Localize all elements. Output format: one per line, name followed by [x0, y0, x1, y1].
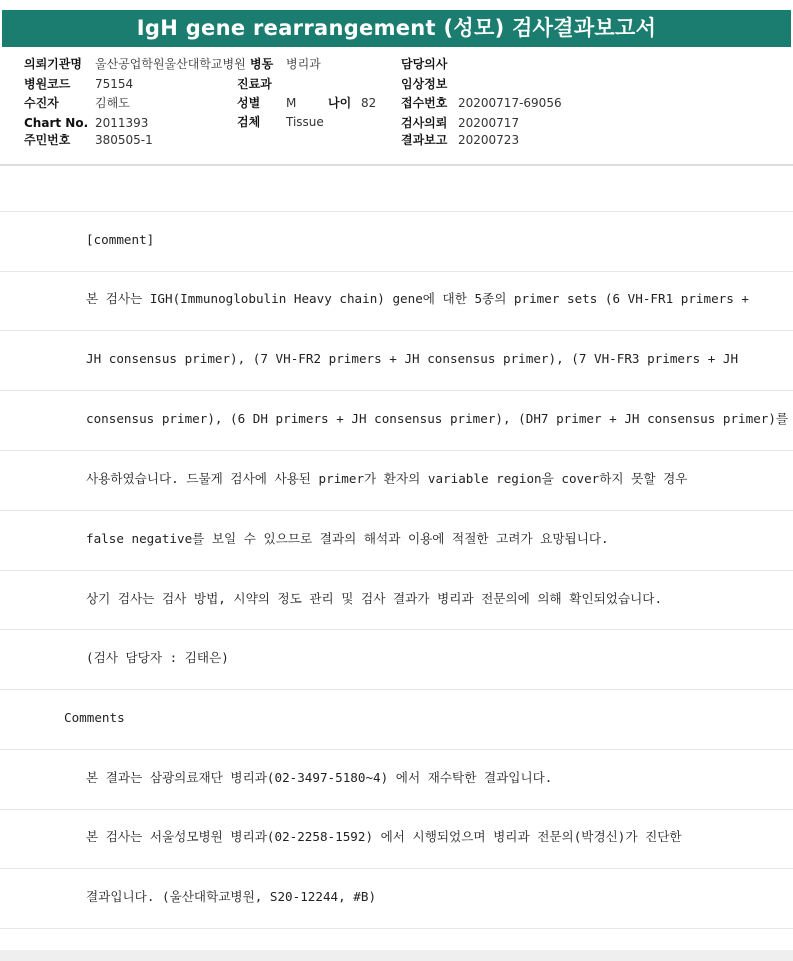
report-text-line: 사용하였습니다. 드물게 검사에 사용된 primer가 환자의 variable region을 cover하지 못할 경우	[86, 471, 688, 486]
info-divider	[0, 164, 793, 166]
report-title: IgH gene rearrangement (성모) 검사결과보고서	[2, 10, 791, 47]
row-divider	[0, 570, 793, 571]
patient-label: 수진자	[24, 96, 59, 110]
report-text-line: 본 검사는 IGH(Immunoglobulin Heavy chain) gene에 대한 5종의 primer sets (6 VH-FR1 primers +	[86, 291, 749, 306]
ward-value: 병리과	[286, 57, 321, 71]
report-text-line: false negative를 보일 수 있으므로 결과의 해석과 이용에 적절한 고려가 요망됩니다.	[86, 531, 609, 546]
sex-value: M	[286, 96, 297, 110]
row-divider	[0, 330, 793, 331]
row-divider	[0, 450, 793, 451]
row-divider	[0, 749, 793, 750]
row-divider	[0, 689, 793, 690]
attending-label: 담당의사	[401, 57, 448, 71]
requesting-institution-label: 의뢰기관명	[24, 57, 82, 71]
report-text-line: 본 검사는 서울성모병원 병리과(02-2258-1592) 에서 시행되었으며 병리과 전문의(박경신)가 진단한	[86, 829, 682, 844]
hospital-code-label: 병원코드	[24, 77, 71, 91]
row-divider	[0, 271, 793, 272]
age-value: 82	[361, 96, 377, 110]
row-divider	[0, 868, 793, 869]
report-text-line: 본 결과는 삼광의료재단 병리과(02-3497-5180~4) 에서 재수탁한 결과입니다.	[86, 770, 553, 785]
report-date-label: 결과보고	[401, 133, 448, 147]
specimen-label: 검체	[237, 115, 261, 129]
comment-tag: [comment]	[86, 232, 155, 247]
row-divider	[0, 928, 793, 929]
report-text-line: (검사 담당자 : 김태은)	[86, 650, 229, 665]
report-text-line: JH consensus primer), (7 VH-FR2 primers + JH consensus primer), (7 VH-FR3 primers + JH	[86, 351, 739, 366]
request-date-value: 20200717	[458, 116, 520, 130]
patient-info-panel	[0, 48, 793, 163]
row-divider	[0, 390, 793, 391]
page-bottom-strip	[0, 950, 793, 961]
id-label: 주민번호	[24, 133, 71, 147]
accession-label: 접수번호	[401, 96, 448, 110]
row-divider	[0, 629, 793, 630]
report-text-line: 상기 검사는 검사 방법, 시약의 정도 관리 및 검사 결과가 병리과 전문의에 의해 확인되었습니다.	[86, 591, 663, 606]
chart-no-label: Chart No.	[24, 116, 89, 130]
clinical-info-label: 임상정보	[401, 77, 448, 91]
report-date-value: 20200723	[458, 133, 520, 147]
report-text-line: 결과입니다. (울산대학교병원, S20-12244, #B)	[86, 889, 377, 904]
sex-label: 성별	[237, 96, 261, 110]
patient-value: 김해도	[95, 96, 130, 110]
ward-label: 병동	[250, 57, 274, 71]
department-label: 진료과	[237, 77, 272, 91]
id-value: 380505-1	[95, 133, 153, 147]
report-text-line: consensus primer), (6 DH primers + JH consensus primer), (DH7 primer + JH consensus primer)를	[86, 411, 789, 426]
row-divider	[0, 809, 793, 810]
comments-heading: Comments	[64, 710, 125, 725]
request-date-label: 검사의뢰	[401, 116, 448, 130]
accession-value: 20200717-69056	[458, 96, 562, 110]
requesting-institution-value: 울산공업학원울산대학교병원	[95, 57, 246, 71]
specimen-value: Tissue	[286, 115, 324, 129]
row-divider	[0, 211, 793, 212]
hospital-code-value: 75154	[95, 77, 134, 91]
chart-no-value: 2011393	[95, 116, 149, 130]
row-divider	[0, 510, 793, 511]
age-label: 나이	[328, 96, 352, 110]
